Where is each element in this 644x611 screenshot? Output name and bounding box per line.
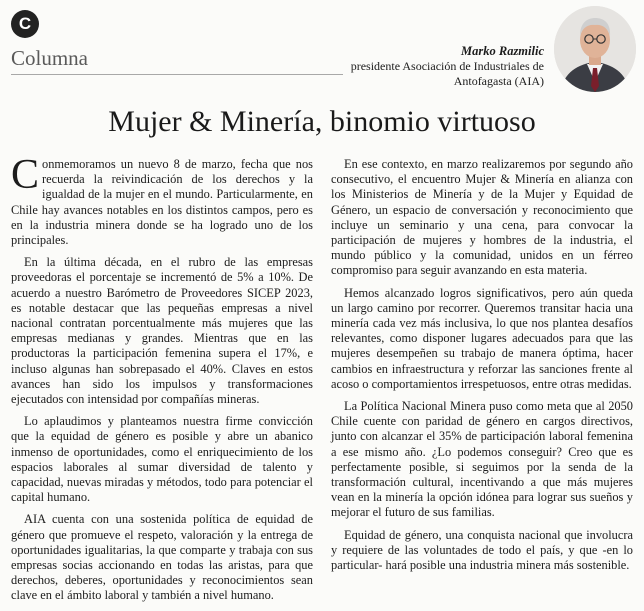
author-portrait-image [554, 6, 636, 92]
author-name: Marko Razmilic [461, 44, 544, 58]
article-paragraph: Conmemoramos un nuevo 8 de marzo, fecha que nos recuerda la reivindicación de los derechos y la igualdad de la mujer en el mundo. Particularmente, en Chile hay avances notables en los distintos campos, pero es en la industria minera donde se ha logrado uno de los principales. [11, 152, 313, 248]
author-portrait [554, 6, 636, 92]
section-label: Columna [11, 46, 88, 70]
article-column-left [11, 152, 313, 611]
article-paragraph: AIA cuenta con una sostenida política de equidad de género que promueve el respeto, valoración y la entrega de oportunidades igualitarias, la que comparte y trabaja con sus empresas socias accionando en todas las aristas, para que derechos, deberes, oportunidades y reconocimientos sean clave en el ámbito laboral y también a nivel humano. [11, 512, 313, 603]
dropcap: C [11, 152, 40, 198]
article-paragraph: Lo aplaudimos y planteamos nuestra firme convicción que la equidad de género es posible y abre un abanico inmenso de oportunidades, como el enriquecimiento de los espacios laborales al sumar diversidad de talento y capacidad, nuevas miradas y métodos, todo para potenciar el capital humano. [11, 414, 313, 505]
article-paragraph: Hemos alcanzado logros significativos, pero aún queda un largo camino por recorrer. Queremos transitar hacia una minería cada vez más inclusiva, lo que nos plantea desafíos relevantes, como disponer lugares adecuados para que las mujeres desempeñen su trabajo de manera óptima, hacer cambios en infraestructura y reforzar las sanciones frente al acoso o comportamientos irrespetuosos, entre otras medidas. [331, 285, 633, 391]
header-divider [11, 74, 343, 75]
column-badge: C [11, 10, 39, 38]
article-paragraph: La Política Nacional Minera puso como meta que al 2050 Chile cuente con paridad de género en cargos directivos, junto con alcanzar el 35% de participación laboral femenina a ese mismo año. ¿Lo podemos conseguir? Creo que es perfectamente posible, si seguimos por la senda de la transformación cultural, incentivando a que más mujeres vean en la minería la opción idónea para lograr sus sueños y mejorar el futuro de sus familias. [331, 399, 633, 520]
author-title: presidente Asociación de Industriales de Antofagasta (AIA) [350, 59, 544, 88]
article-paragraph: En ese contexto, en marzo realizaremos por segundo año consecutivo, el encuentro Mujer & Minería en alianza con los Ministerios de Minería y de la Mujer y Equidad de Género, un espacio de conversación y reconocimiento que incluye un seminario y una cena, para convocar la participación de mujeres y hombres de la industria, el mundo público y la comunidad, unidos en un férreo compromiso para seguir avanzando en esta materia. [331, 157, 633, 278]
author-block [314, 44, 544, 89]
article-column-right [331, 157, 633, 580]
article-headline: Mujer & Minería, binomio virtuoso [108, 105, 536, 138]
article-paragraph: Equidad de género, una conquista nacional que involucra y requiere de las voluntades de todo el país, y que -en lo particular- hará posible una industria minera más sostenible. [331, 527, 633, 573]
article-paragraph: En la última década, en el rubro de las empresas proveedoras el porcentaje se incrementó de 5% a 10%. De acuerdo a nuestro Barómetro de Proveedores SICEP 2023, es notable destacar que las pequeñas empresas a nivel nacional contratan porcentualmente más mujeres que las empresas medianas y grandes. Mientras que en las productoras la participación femenina supera el 17%, e incluso algunas han sobrepasado el 40%. Claves en estos avances han sido los impulsos y transformaciones ejecutados con intensidad por compañías mineras. [11, 255, 313, 407]
